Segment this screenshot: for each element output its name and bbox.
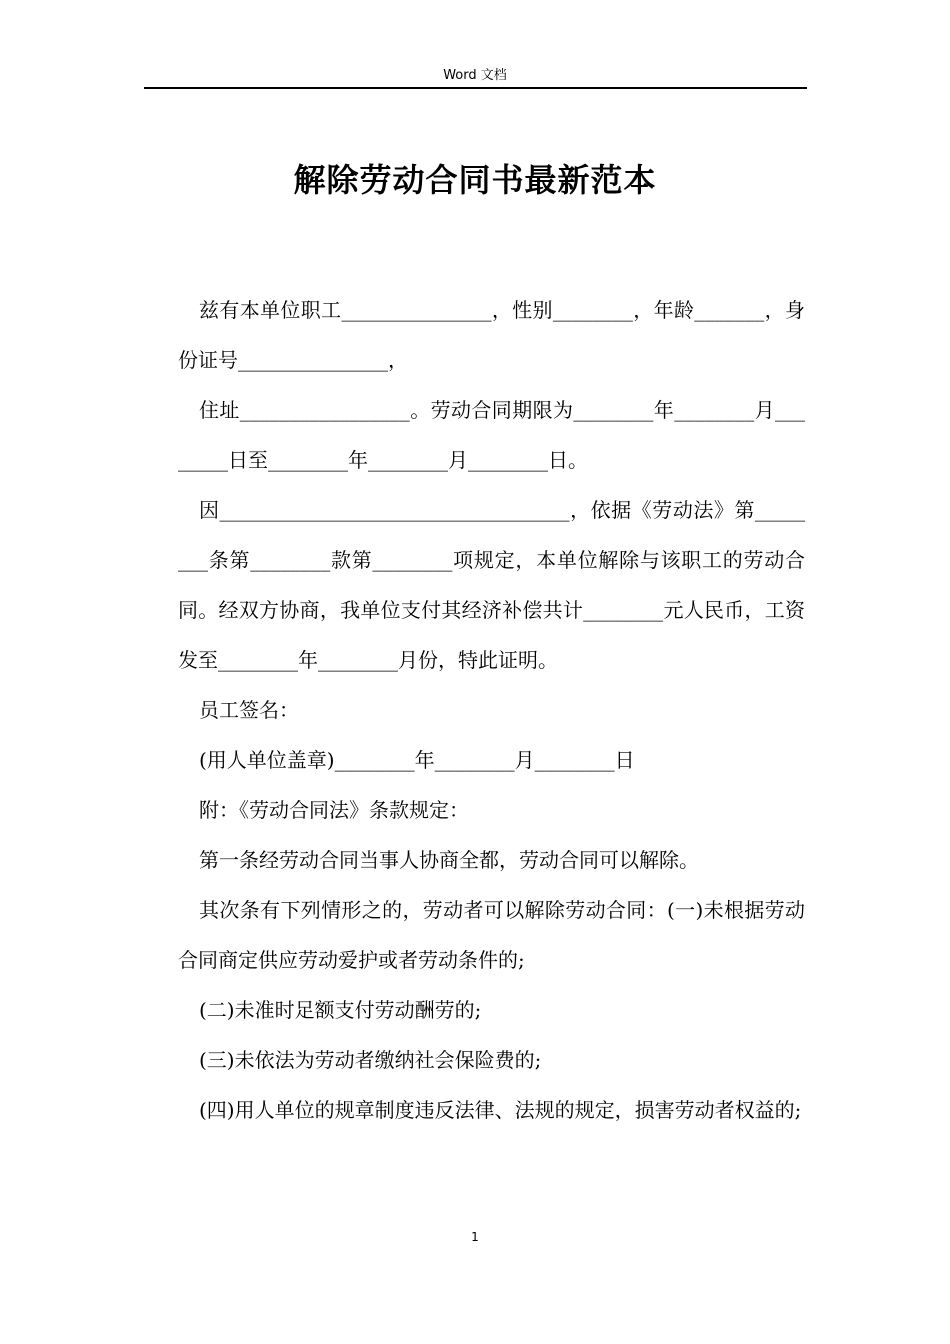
paragraph-employee-info: 兹有本单位职工_______________，性别________，年龄_______，身份证号_______________， <box>178 298 805 372</box>
header-divider <box>144 87 807 89</box>
paragraph-item-three: (三)未依法为劳动者缴纳社会保险费的; <box>199 1048 542 1072</box>
paragraph-item-two: (二)未准时足额支付劳动酬劳的; <box>199 998 482 1022</box>
page-header-text: Word 文档 <box>443 68 507 83</box>
document-body <box>178 285 805 1135</box>
paragraph-employer-seal-date: (用人单位盖章)________年________月________日 <box>199 748 635 772</box>
paragraph-employee-signature: 员工签名： <box>199 698 299 722</box>
paragraph-article-two: 其次条有下列情形之的，劳动者可以解除劳动合同：(一)未根据劳动合同商定供应劳动爱护或者劳动条件的; <box>178 898 805 972</box>
page-number: 1 <box>471 1230 479 1244</box>
document-title: 解除劳动合同书最新范本 <box>293 161 657 199</box>
paragraph-article-one: 第一条经劳动合同当事人协商全都，劳动合同可以解除。 <box>199 848 699 872</box>
paragraph-appendix-heading: 附：《劳动合同法》条款规定： <box>199 798 469 822</box>
paragraph-item-four: (四)用人单位的规章制度违反法律、法规的规定，损害劳动者权益的; <box>199 1098 802 1122</box>
paragraph-address-contract-term: 住址_________________。劳动合同期限为________年________月________日至________年________月________日。 <box>178 398 805 472</box>
paragraph-termination-reason: 因___________________________________，依据《劳动法》第________条第________款第________项规定，本单位解除与该职工的劳动合同。经双方协商，我单位支付其经济补偿共计________元人民币，工资发至________年________月份，特此证明。 <box>178 498 805 672</box>
